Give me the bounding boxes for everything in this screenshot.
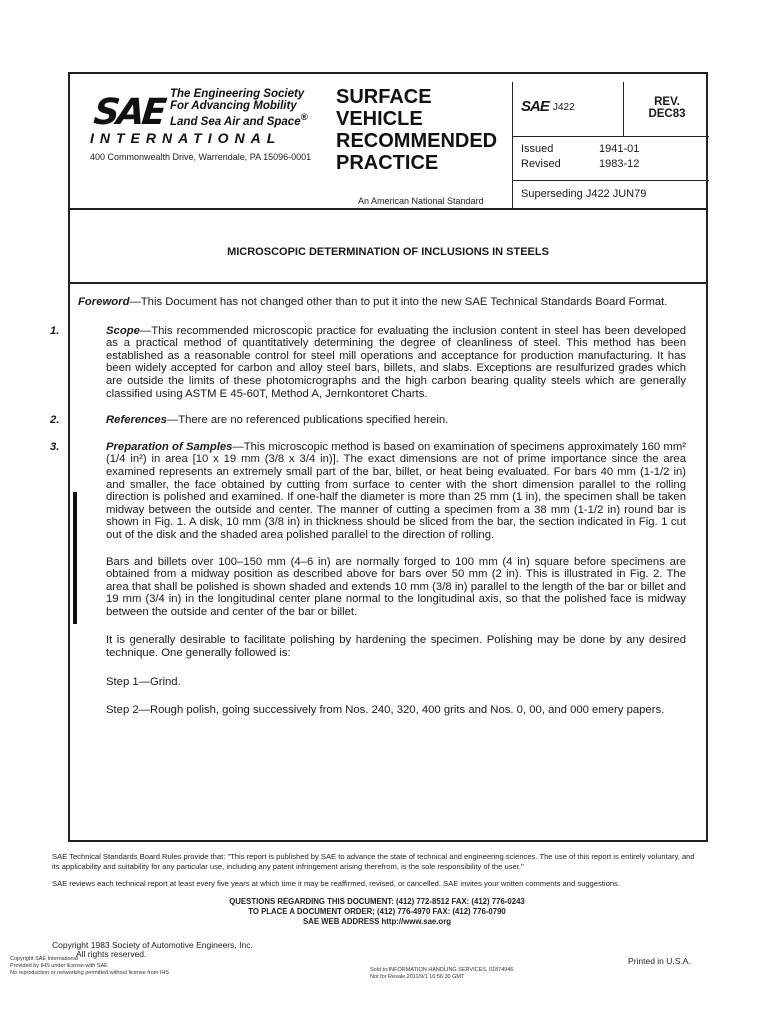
footer-rules: SAE Technical Standards Board Rules provide that: "This report is published by SAE to advance the state of technical and engineering sciences. The use of this report is entirely voluntary, and its applicability and suitability for any particular use, including any patent infringement arising therefrom, is the sole responsibility of the user." bbox=[52, 852, 695, 871]
metadata-box bbox=[512, 82, 711, 208]
copyright-notice: Copyright 1983 Society of Automotive Engineers, Inc. All rights reserved. bbox=[52, 940, 253, 959]
printed-in: Printed in U.S.A. bbox=[628, 956, 691, 966]
sold-to-notice: Sold to:INFORMATION HANDLING SERVICES, 01874946 Not for Resale,2011/9/1 16:56:30 GMT bbox=[370, 967, 514, 980]
issued-date: 1941-01 bbox=[599, 143, 640, 155]
header-row bbox=[70, 74, 706, 210]
sae-logo: SAE bbox=[91, 92, 166, 133]
step-2: Step 2—Rough polish, going successively from Nos. 240, 320, 400 grits and Nos. 0, 00, and 000 emery papers. bbox=[106, 704, 665, 717]
document-number: J422 bbox=[553, 102, 575, 113]
order-line: TO PLACE A DOCUMENT ORDER; (412) 776-4970 FAX: (412) 776-0790 bbox=[248, 906, 506, 916]
issue-dates: Issued Revised 1941-01 1983-12 bbox=[513, 136, 709, 181]
document-type: SURFACE VEHICLE RECOMMENDED PRACTICE bbox=[336, 86, 498, 174]
contact-block bbox=[52, 897, 702, 927]
questions-line: QUESTIONS REGARDING THIS DOCUMENT: (412) 772-8512 FAX: (412) 776-0243 bbox=[229, 896, 525, 906]
paragraph-polishing: It is generally desirable to facilitate polishing by hardening the specimen. Polishing may be done by any desired technique. One generally followed is: bbox=[106, 634, 686, 660]
international-wordmark: INTERNATIONAL bbox=[90, 130, 282, 146]
step-1: Step 1—Grind. bbox=[106, 675, 181, 688]
foreword-paragraph: Foreword—This Document has not changed other than to put it into the new SAE Technical Standards Board Format. bbox=[78, 296, 668, 308]
paragraph-bars-billets: Bars and billets over 100–150 mm (4–6 in) are normally forged to 100 mm (4 in) square before specimens are obtained from a midway position as described above for bars over 50 mm (2 in). This is illustrated in Fig. 2. The area that shall be polished is shown shaded and extends 10 mm (3/8 in) parallel to the length of the bar or billet and 19 mm (3/4 in) in the longitudinal center plane normal to the longitudinal axis, so that the polished face is midway between the outside and center of the bar or billet. bbox=[106, 555, 686, 618]
section-scope: 1. Scope—This recommended microscopic practice for evaluating the inclusion content in steel has been developed as a practical method of quantitatively determining the degree of cleanliness of steel. This method has been established as a reasonable control for steel mill operations and acceptance for production manufacturing. It has been widely accepted for carbon and alloy steel bars, billets, and slabs. Exceptions are resulfurized grades which are outside the limits of these photomicrographs and the high carbon bearing quality steels which are generally classified using ASTM E 45-60T, Method A, Jernkontoret Charts. bbox=[50, 324, 686, 400]
revision-value: DEC83 bbox=[648, 108, 686, 120]
document-frame bbox=[50, 72, 708, 842]
superseding-note: Superseding J422 JUN79 bbox=[521, 188, 647, 200]
footer bbox=[52, 852, 702, 927]
footer-review: SAE reviews each technical report at least every five years at which time it may be reaffirmed, revised, or cancelled. SAE invites your written comments and suggestions. bbox=[52, 879, 620, 889]
title-row bbox=[70, 208, 706, 284]
revised-date: 1983-12 bbox=[599, 158, 640, 170]
section-preparation: 3. Preparation of Samples—This microscopic method is based on examination of specimens approximately 160 mm² (1/4 in²) in area [10 x 19 mm (3/8 x 3/4 in)]. The exact dimensions are not of prime importance since the area examined represents an extremely small part of the bar, billet, or heat being evaluated. For bars 40 mm (1-1/2 in) and smaller, the face obtained by cutting from surface to center with the short dimension parallel to the rolling direction is polished and examined. If one-half the diameter is more than 25 mm (1 in), the specimen shall be taken midway between the outside and center. The manner of cutting a specimen from a 38 mm (1-1/2 in) round bar is shown in Fig. 1. A disk, 10 mm (3/8 in) in thickness should be sliced from the bar, the section indicated in Fig. 1 cut out of the disk and the shaded area polished parallel to the direction of rolling. bbox=[50, 440, 686, 541]
license-notice: Copyright SAE International Provided by IHS under license with SAE No reproduction or networking permitted without license from IHS bbox=[10, 956, 169, 976]
standard-note: An American National Standard bbox=[358, 196, 484, 206]
change-bar bbox=[73, 492, 77, 624]
sae-address: 400 Commonwealth Drive, Warrendale, PA 15096-0001 bbox=[90, 152, 312, 162]
document-body bbox=[50, 296, 686, 733]
society-tagline: The Engineering Society For Advancing Mobility Land Sea Air and Space® bbox=[170, 88, 308, 128]
web-address: SAE WEB ADDRESS http://www.sae.org bbox=[302, 916, 451, 926]
document-title: MICROSCOPIC DETERMINATION OF INCLUSIONS IN STEELS bbox=[227, 246, 549, 258]
revision-cell: REV. DEC83 bbox=[623, 82, 710, 136]
section-references: 2. References—There are no referenced publications specified herein. bbox=[50, 414, 449, 427]
sae-small-logo: SAE bbox=[521, 98, 549, 115]
